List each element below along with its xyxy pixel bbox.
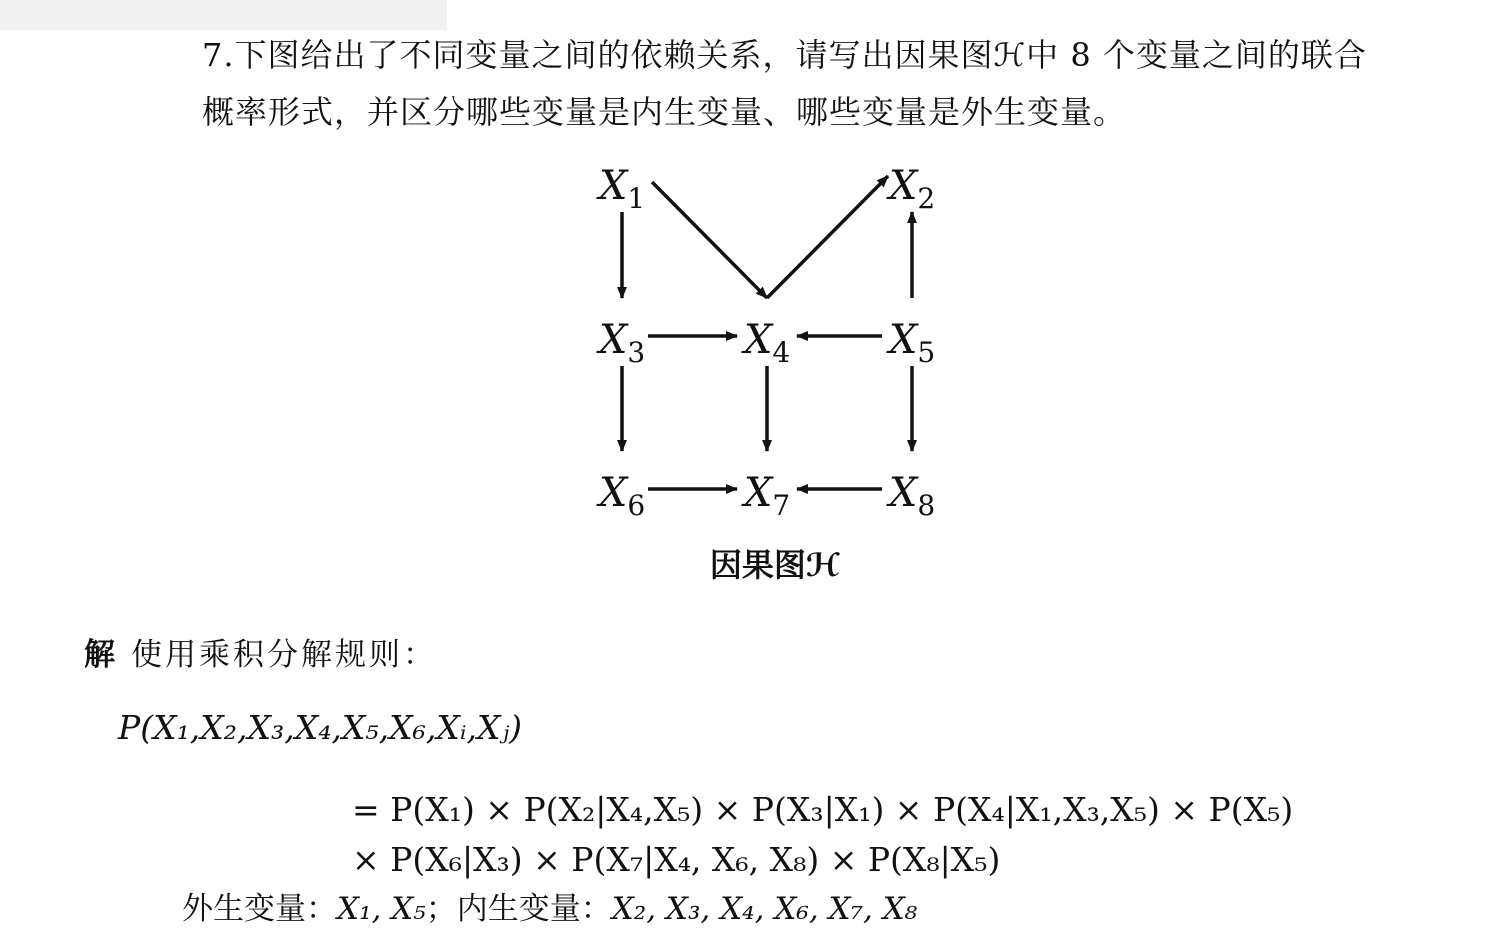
node-x4: $X_4$	[743, 317, 791, 369]
node-x3: $X_3$	[598, 317, 646, 369]
causal-graph	[560, 148, 980, 588]
exogenous-vars: X₁, X₅	[337, 891, 426, 927]
solution-intro: 使用乘积分解规则：	[131, 637, 437, 673]
exogenous-label: 外生变量：	[182, 891, 337, 927]
edge-x1-to-x4	[652, 182, 767, 298]
question-line-2: 概率形式，并区分哪些变量是内生变量、哪些变量是外生变量。	[202, 93, 1127, 131]
node-x6: $X_6$	[598, 470, 646, 522]
question-line-1: 7.下图给出了不同变量之间的依赖关系，请写出因果图ℋ中 8 个变量之间的联合	[202, 36, 1367, 74]
node-x7: $X_7$	[743, 470, 791, 522]
top-band	[0, 0, 447, 30]
node-x5: $X_5$	[888, 317, 936, 369]
node-x2: $X_2$	[888, 163, 936, 215]
joint-probability-lhs: P(X₁,X₂,X₃,X₄,X₅,X₆,Xᵢ,Xⱼ)	[118, 708, 523, 747]
endogenous-vars: X₂, X₃, X₄, X₆, X₇, X₈	[611, 891, 918, 927]
node-x8: $X_8$	[888, 470, 936, 522]
graph-caption: 因果图ℋ	[709, 546, 841, 584]
factorization-line-2: × P(X₆|X₃) × P(X₇|X₄, X₆, X₈) × P(X₈|X₅)	[352, 840, 1001, 879]
endogenous-label: 内生变量：	[456, 891, 612, 927]
solution-heading	[84, 635, 437, 675]
factorization-line-1: = P(X₁) × P(X₂|X₄,X₅) × P(X₃|X₁) × P(X₄|X₁,X₃,X₅) × P(X₅)	[352, 790, 1294, 829]
edge-x4-to-x2	[767, 176, 888, 298]
variable-classification: 外生变量：X₁, X₅；内生变量：X₂, X₃, X₄, X₆, X₇, X₈	[182, 891, 918, 927]
solution-label: 解	[84, 637, 115, 673]
node-x1: $X_1$	[598, 163, 646, 215]
